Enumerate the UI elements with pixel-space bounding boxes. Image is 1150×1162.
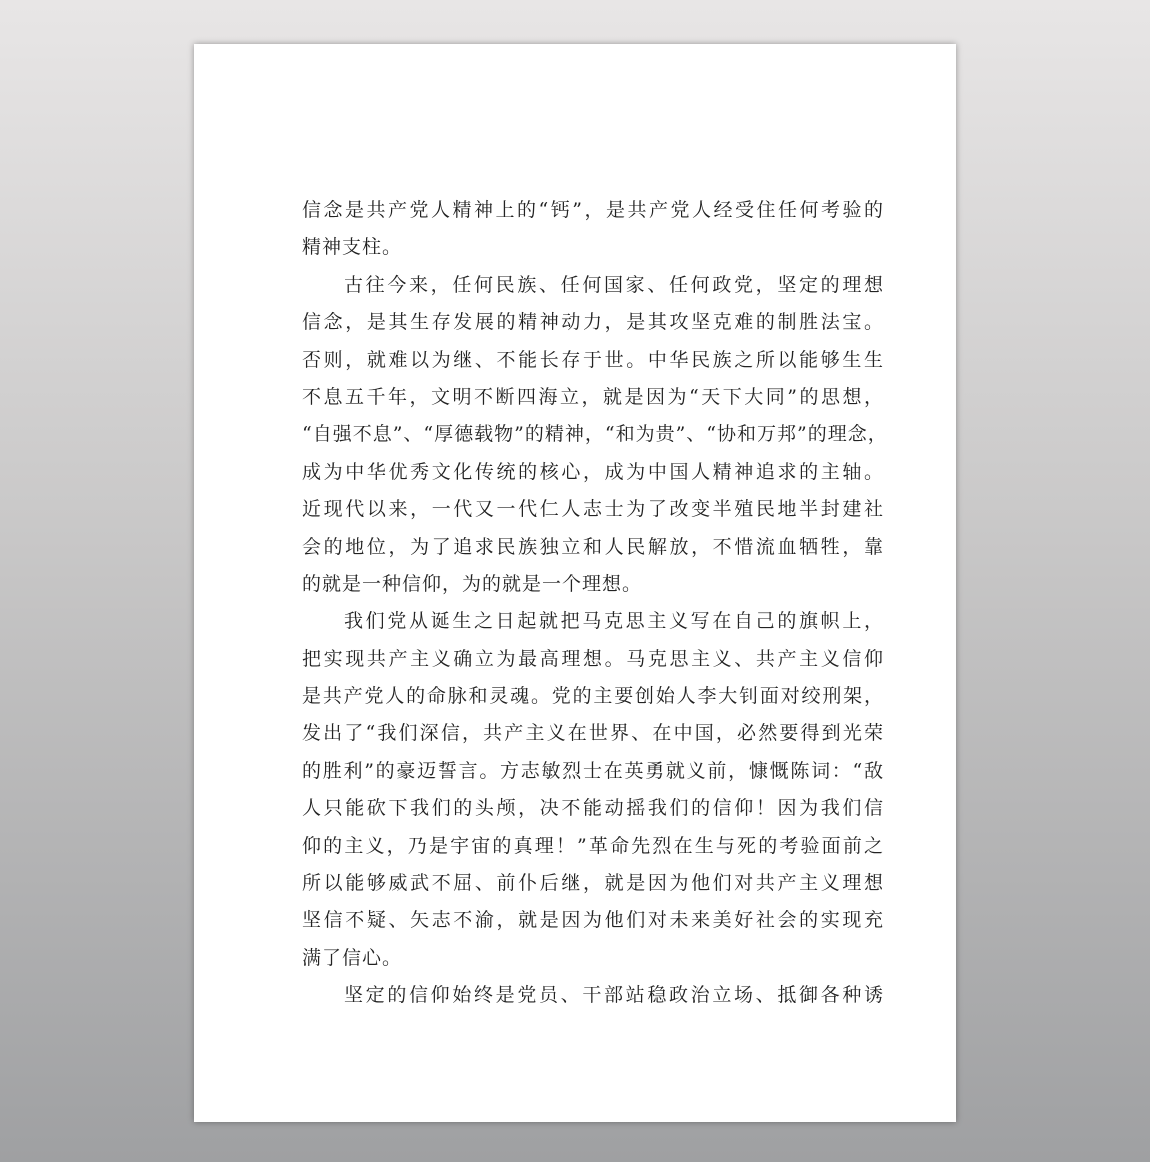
text-line: 我们党从诞生之日起就把马克思主义写在自己的旗帜上， bbox=[344, 610, 884, 633]
text-line: 的就是一种信仰，为的就是一个理想。 bbox=[302, 572, 643, 595]
text-line: 的胜利”的豪迈誓言。方志敏烈士在英勇就义前，慷慨陈词：“敌 bbox=[302, 759, 884, 782]
text-line: 信念，是其生存发展的精神动力，是其攻坚克难的制胜法宝。 bbox=[302, 311, 884, 334]
text-line: 古往今来，任何民族、任何国家、任何政党，坚定的理想 bbox=[344, 273, 884, 296]
text-line: 坚定的信仰始终是党员、干部站稳政治立场、抵御各种诱 bbox=[344, 984, 884, 1007]
text-line: 否则，就难以为继、不能长存于世。中华民族之所以能够生生 bbox=[302, 348, 884, 371]
text-line: 会的地位，为了追求民族独立和人民解放，不惜流血牺牲，靠 bbox=[302, 535, 884, 558]
text-line: 满了信心。 bbox=[302, 946, 403, 969]
text-line: 所以能够威武不屈、前仆后继，就是因为他们对共产主义理想 bbox=[302, 872, 884, 895]
text-line: 成为中华优秀文化传统的核心，成为中国人精神追求的主轴。 bbox=[302, 460, 884, 483]
text-line: 人只能砍下我们的头颅，决不能动摇我们的信仰！因为我们信 bbox=[302, 797, 884, 820]
text-line: 仰的主义，乃是宇宙的真理！”革命先烈在生与死的考验面前之 bbox=[302, 834, 884, 857]
document-page bbox=[194, 44, 956, 1122]
text-line: 是共产党人的命脉和灵魂。党的主要创始人李大钊面对绞刑架， bbox=[302, 685, 884, 708]
text-line: 不息五千年，文明不断四海立，就是因为“天下大同”的思想， bbox=[302, 385, 884, 408]
text-line: 发出了“我们深信，共产主义在世界、在中国，必然要得到光荣 bbox=[302, 722, 884, 745]
text-line: 把实现共产主义确立为最高理想。马克思主义、共产主义信仰 bbox=[302, 647, 884, 670]
text-line: “自强不息”、“厚德载物”的精神，“和为贵”、“协和万邦”的理念， bbox=[302, 423, 888, 446]
text-line: 精神支柱。 bbox=[302, 236, 403, 259]
text-line: 近现代以来，一代又一代仁人志士为了改变半殖民地半封建社 bbox=[302, 498, 884, 521]
text-line: 坚信不疑、矢志不渝，就是因为他们对未来美好社会的实现充 bbox=[302, 909, 884, 932]
text-line: 信念是共产党人精神上的“钙”，是共产党人经受住任何考验的 bbox=[302, 199, 884, 221]
document-body bbox=[302, 192, 888, 1015]
